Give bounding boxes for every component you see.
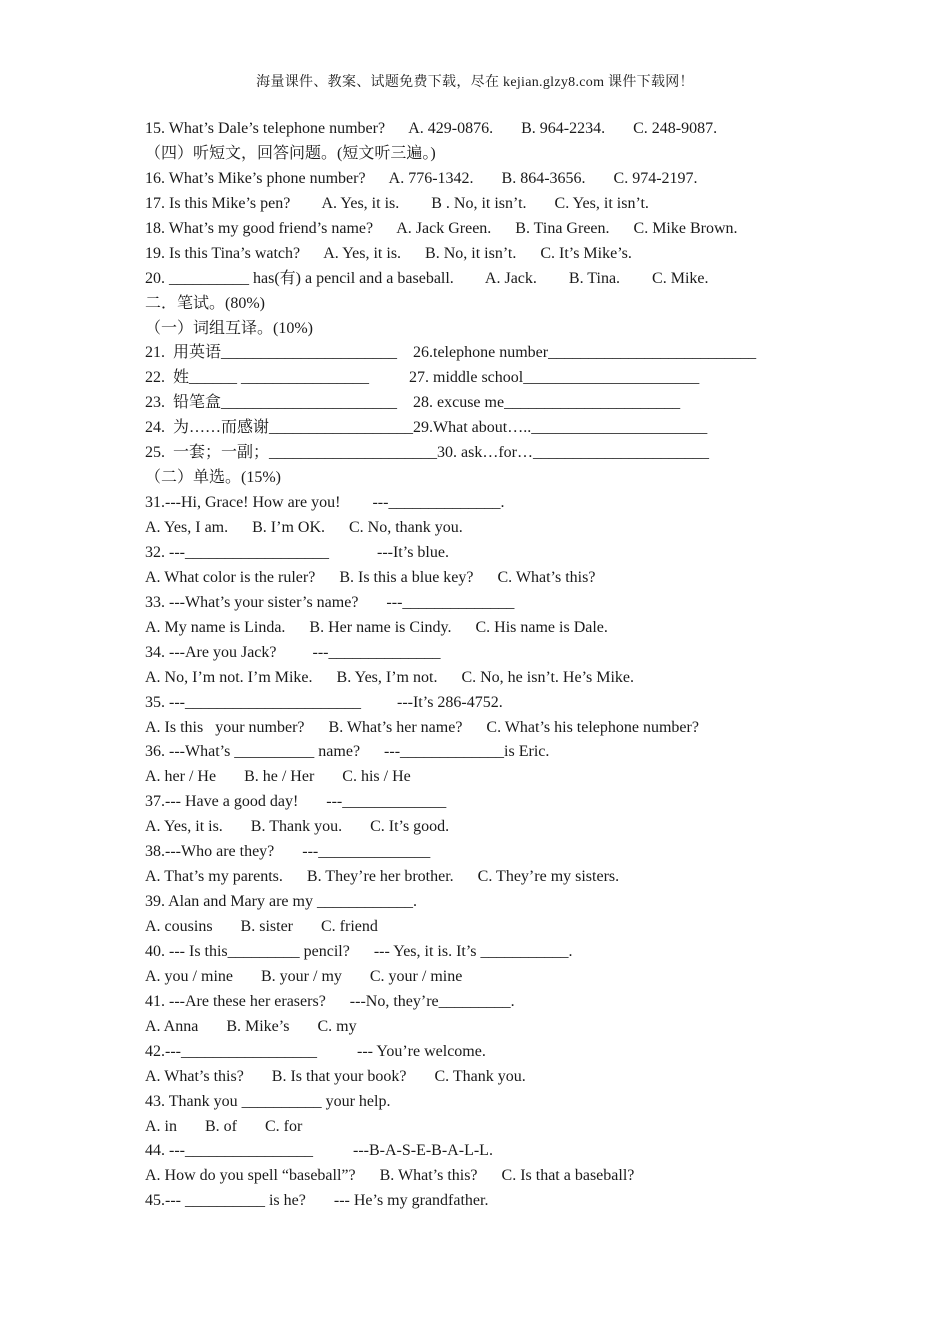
- question-40-options: A. you / mine B. your / my C. your / mine: [145, 967, 463, 985]
- question-34: 34. ---Are you Jack? ---______________: [145, 643, 441, 661]
- question-45: 45.--- __________ is he? --- He’s my grandfather.: [145, 1192, 489, 1210]
- question-31: 31.---Hi, Grace! How are you! ---______________.: [145, 494, 505, 512]
- question-35-options: A. Is this your number? B. What’s her name? C. What’s his telephone number?: [145, 718, 699, 736]
- section-written: 二．笔试。(80%): [145, 294, 265, 312]
- question-39: 39. Alan and Mary are my ____________.: [145, 893, 417, 911]
- question-31-options: A. Yes, I am. B. I’m OK. C. No, thank you.: [145, 519, 463, 536]
- question-38-options: A. That’s my parents. B. They’re her brother. C. They’re my sisters.: [145, 868, 620, 886]
- question-17: 17. Is this Mike’s pen? A. Yes, it is. B . No, it isn’t. C. Yes, it isn’t.: [145, 194, 649, 212]
- question-40: 40. --- Is this_________ pencil? --- Yes, it is. It’s ___________.: [145, 942, 573, 960]
- questions-23-28: 23. 铅笔盒______________________ 28. excuse me______________________: [145, 394, 681, 412]
- question-41-options: A. Anna B. Mike’s C. my: [145, 1017, 357, 1035]
- questions-21-26: 21. 用英语______________________ 26.telephone number__________________________: [145, 344, 757, 362]
- question-38: 38.---Who are they? ---______________: [145, 843, 431, 861]
- question-18: 18. What’s my good friend’s name? A. Jack Green. B. Tina Green. C. Mike Brown.: [145, 219, 738, 237]
- question-15: 15. What’s Dale’s telephone number? A. 429-0876. B. 964-2234. C. 248-9087.: [145, 120, 718, 137]
- question-43-options: A. in B. of C. for: [145, 1117, 303, 1135]
- question-35: 35. ---______________________ ---It’s 286-4752.: [145, 693, 503, 711]
- question-43: 43. Thank you __________ your help.: [145, 1092, 391, 1110]
- question-37-options: A. Yes, it is. B. Thank you. C. It’s good.: [145, 818, 450, 836]
- question-20: 20. __________ has(有) a pencil and a baseball. A. Jack. B. Tina. C. Mike.: [145, 269, 709, 287]
- question-44: 44. ---________________ ---B-A-S-E-B-A-L-L.: [145, 1142, 493, 1160]
- questions-22-27: 22. 姓______ ________________ 27. middle school______________________: [145, 369, 700, 387]
- question-32: 32. ---__________________ ---It’s blue.: [145, 543, 449, 561]
- question-32-options: A. What color is the ruler? B. Is this a blue key? C. What’s this?: [145, 568, 596, 586]
- page-header: 海量课件、教案、试题免费下载，尽在 kejian.glzy8.com 课件下载网！: [256, 75, 694, 90]
- question-16: 16. What’s Mike’s phone number? A. 776-1342. B. 864-3656. C. 974-2197.: [145, 169, 698, 187]
- question-42: 42.---_________________ --- You’re welcome.: [145, 1042, 486, 1060]
- question-36-options: A. her / He B. he / Her C. his / He: [145, 768, 411, 786]
- question-34-options: A. No, I’m not. I’m Mike. B. Yes, I’m not. C. No, he isn’t. He’s Mike.: [145, 668, 635, 686]
- question-33-options: A. My name is Linda. B. Her name is Cindy. C. His name is Dale.: [145, 618, 608, 636]
- question-37: 37.--- Have a good day! ---_____________: [145, 793, 447, 811]
- question-41: 41. ---Are these her erasers? ---No, they’re_________.: [145, 992, 515, 1010]
- question-42-options: A. What’s this? B. Is that your book? C. Thank you.: [145, 1067, 526, 1085]
- exam-content: [145, 117, 845, 1214]
- section-phrase-translation: （一）词组互译。(10%): [145, 319, 313, 337]
- question-33: 33. ---What’s your sister’s name? ---______________: [145, 593, 515, 611]
- question-44-options: A. How do you spell “baseball”? B. What’s this? C. Is that a baseball?: [145, 1167, 635, 1185]
- questions-25-30: 25. 一套；一副；_____________________30. ask…for…______________________: [145, 444, 709, 462]
- question-19: 19. Is this Tina’s watch? A. Yes, it is. B. No, it isn’t. C. It’s Mike’s.: [145, 244, 632, 262]
- question-39-options: A. cousins B. sister C. friend: [145, 918, 378, 935]
- section-single-choice: （二）单选。(15%): [145, 469, 281, 487]
- question-36: 36. ---What’s __________ name? ---_____________is Eric.: [145, 743, 550, 761]
- questions-24-29: 24. 为……而感谢__________________29.What about…..______________________: [145, 419, 708, 437]
- section-listening-passage: （四）听短文，回答问题。(短文听三遍。): [145, 144, 436, 162]
